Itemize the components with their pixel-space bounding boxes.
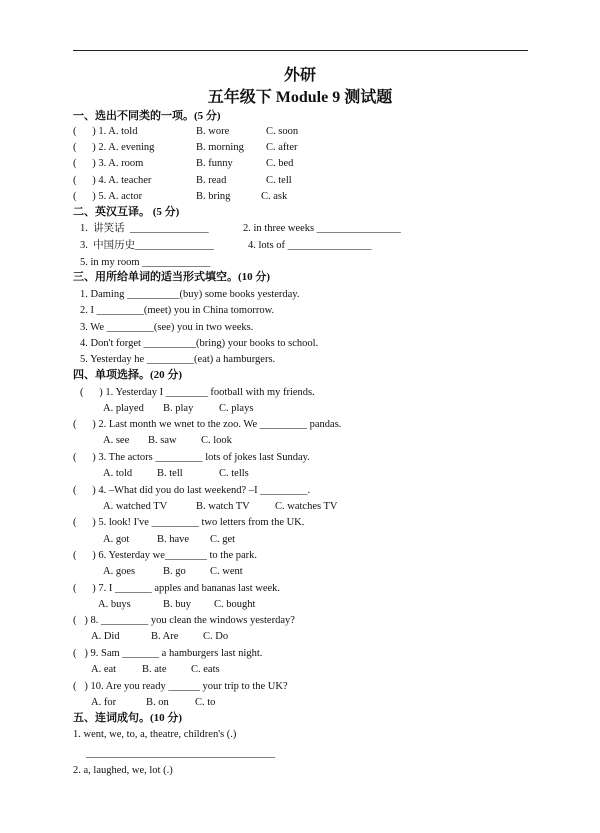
s4-q6-c: C. went: [210, 566, 243, 577]
s2-item-1: 1. 讲笑话 _______________: [80, 223, 209, 234]
page-title: 五年级下 Module 9 测试题: [207, 89, 393, 106]
s4-q5-a: A. got: [103, 534, 130, 545]
s1-q3-b: B. funny: [196, 158, 233, 169]
s4-q2: ( ) 2. Last month we wnet to the zoo. We _________ pandas.: [73, 419, 342, 430]
s4-q7-a: A. buys: [98, 599, 131, 610]
s3-item-1: 1. Daming __________(buy) some books yesterday.: [80, 289, 300, 300]
section-5-heading: 五、连词成句。(10 分): [73, 712, 183, 724]
s4-q8-c: C. Do: [203, 631, 229, 642]
section-2-heading: 二、英汉互译。 (5 分): [73, 206, 180, 218]
s1-q3: ( ) 3. A. room: [73, 158, 144, 169]
s3-item-5: 5. Yesterday he _________(eat) a hamburgers.: [80, 354, 276, 365]
s1-q5-b: B. bring: [196, 191, 231, 202]
section-4-heading: 四、单项选择。(20 分): [73, 369, 183, 381]
s5-answer-line-1: ____________________________________: [86, 748, 275, 759]
s4-q8-b: B. Are: [151, 631, 179, 642]
s4-q2-a: A. see: [103, 435, 130, 446]
s2-item-4: 4. lots of ________________: [248, 240, 372, 251]
s4-q9-a: A. eat: [91, 664, 117, 675]
s4-q1-a: A. played: [103, 403, 144, 414]
s4-q4-c: C. watches TV: [275, 501, 338, 512]
s1-q5-c: C. ask: [261, 191, 288, 202]
s4-q7: ( ) 7. I _______ apples and bananas last week.: [73, 583, 281, 594]
s4-q3-b: B. tell: [157, 468, 183, 479]
s5-item-2: 2. a, laughed, we, lot (.): [73, 765, 173, 776]
section-3-heading: 三、用所给单词的适当形式填空。(10 分): [73, 271, 271, 283]
s1-q2-b: B. morning: [196, 142, 244, 153]
s4-q1: ( ) 1. Yesterday I ________ football with my friends.: [80, 387, 315, 398]
s1-q4-b: B. read: [196, 175, 227, 186]
s2-item-2: 2. in three weeks ________________: [243, 223, 401, 234]
s4-q4-a: A. watched TV: [103, 501, 168, 512]
s1-q2: ( ) 2. A. evening: [73, 142, 155, 153]
s4-q4: ( ) 4. –What did you do last weekend? –I _________.: [73, 485, 311, 496]
s4-q6-a: A. goes: [103, 566, 136, 577]
s4-q7-c: C. bought: [214, 599, 256, 610]
s1-q4: ( ) 4. A. teacher: [73, 175, 152, 186]
s3-item-2: 2. I _________(meet) you in China tomorrow.: [80, 305, 275, 316]
s1-q1-b: B. wore: [196, 126, 230, 137]
s4-q9-b: B. ate: [142, 664, 167, 675]
s1-q1-c: C. soon: [266, 126, 299, 137]
s1-q5: ( ) 5. A. actor: [73, 191, 143, 202]
s4-q8: ( ) 8. _________ you clean the windows yesterday?: [73, 615, 295, 626]
s4-q7-b: B. buy: [163, 599, 192, 610]
s4-q1-b: B. play: [163, 403, 194, 414]
s4-q3: ( ) 3. The actors _________ lots of jokes last Sunday.: [73, 452, 310, 463]
s4-q3-c: C. tells: [219, 468, 249, 479]
s4-q4-b: B. watch TV: [196, 501, 250, 512]
s4-q8-a: A. Did: [91, 631, 120, 642]
section-1-heading: 一、选出不同类的一项。(5 分): [73, 110, 221, 122]
s4-q2-b: B. saw: [148, 435, 177, 446]
s4-q2-c: C. look: [201, 435, 232, 446]
s4-q5: ( ) 5. look! I've _________ two letters from the UK.: [73, 517, 305, 528]
s2-item-3: 3. 中国历史_______________: [80, 240, 214, 251]
s4-q10-b: B. on: [146, 697, 169, 708]
top-rule: [73, 50, 528, 51]
s4-q5-b: B. have: [157, 534, 190, 545]
s4-q6-b: B. go: [163, 566, 186, 577]
s5-item-1: 1. went, we, to, a, theatre, children's (.): [73, 729, 237, 740]
s4-q10: ( ) 10. Are you ready ______ your trip to the UK?: [73, 681, 288, 692]
s1-q2-c: C. after: [266, 142, 298, 153]
s3-item-3: 3. We _________(see) you in two weeks.: [80, 322, 254, 333]
s1-q4-c: C. tell: [266, 175, 292, 186]
s4-q1-c: C. plays: [219, 403, 254, 414]
publisher-title: 外研: [283, 67, 316, 84]
s1-q3-c: C. bed: [266, 158, 294, 169]
s4-q6: ( ) 6. Yesterday we________ to the park.: [73, 550, 258, 561]
s3-item-4: 4. Don't forget __________(bring) your books to school.: [80, 338, 319, 349]
s1-q1: ( ) 1. A. told: [73, 126, 138, 137]
s4-q10-c: C. to: [195, 697, 216, 708]
s2-item-5: 5. in my room _____________: [80, 257, 211, 268]
s4-q9: ( ) 9. Sam _______ a hamburgers last night.: [73, 648, 263, 659]
s4-q10-a: A. for: [91, 697, 117, 708]
s4-q5-c: C. get: [210, 534, 236, 545]
s4-q9-c: C. eats: [191, 664, 220, 675]
s4-q3-a: A. told: [103, 468, 133, 479]
